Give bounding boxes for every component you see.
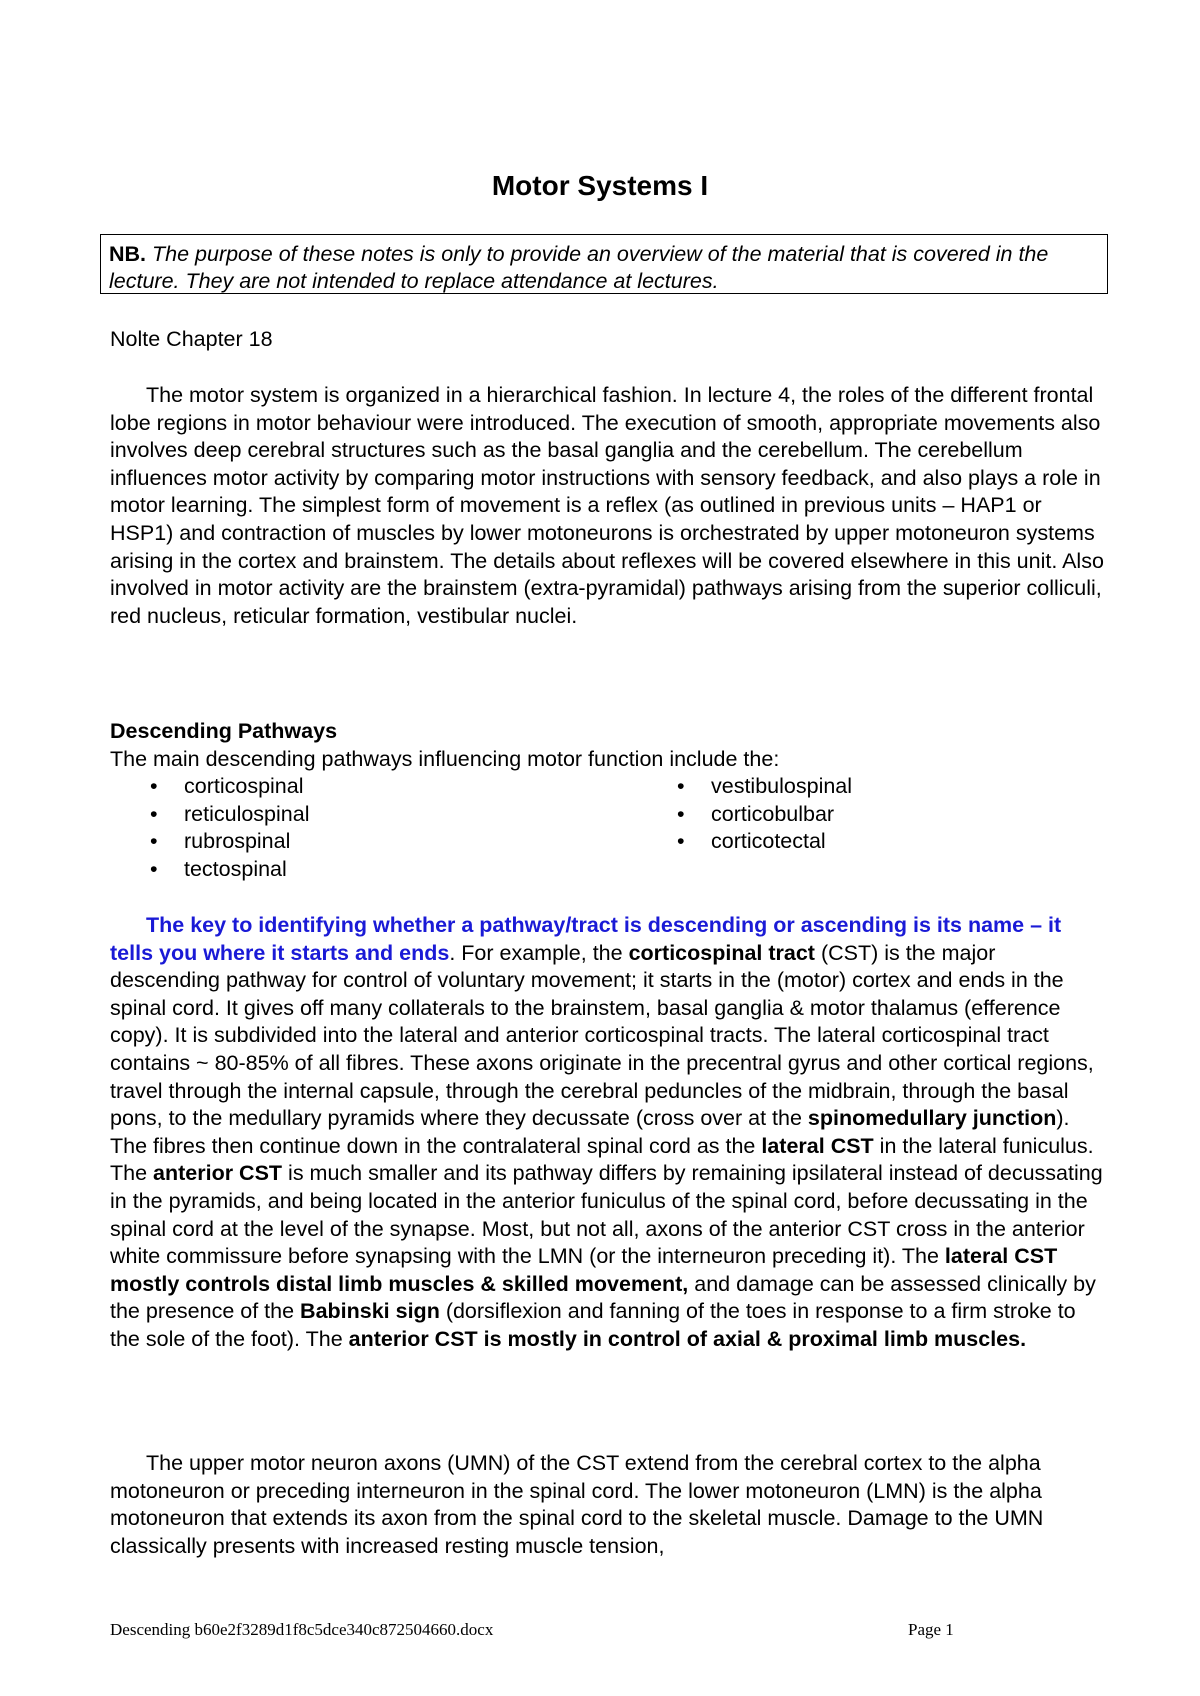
term-spinomedullary-junction: spinomedullary junction [807, 1106, 1057, 1131]
list-item: • tectospinal [150, 856, 600, 884]
section-heading-descending [110, 718, 1110, 746]
term-corticospinal-tract: corticospinal tract [628, 940, 815, 965]
list-item: • reticulospinal [150, 801, 600, 829]
term-babinski-sign: Babinski sign [300, 1299, 440, 1324]
intro-paragraph [110, 382, 1110, 630]
bullet-icon: • [150, 829, 158, 854]
pathway-list-left [150, 773, 600, 883]
bullet-icon: • [677, 774, 685, 798]
term-lateral-cst-function: lateral CST mostly controls distal limb muscles & skilled movement, [110, 1244, 1058, 1296]
chapter-reference: Nolte Chapter 18 [110, 327, 273, 351]
cst-paragraph: The key to identifying whether a pathway/tract is descending or ascending is its name – it tells you where it starts and ends. For example, the corticospinal tract (CST) is the major descending pathway for control of voluntary movement; it starts in the (motor) cortex and ends in the spinal cord. It gives off many collaterals to the brainstem, basal ganglia & motor thalamus (efference copy). It is subdivided into the lateral and anterior corticospinal tracts. The lateral corticospinal tract contains ~ 80-85% of all fibres. These axons originate in the precentral gyrus and other cortical regions, travel through the internal capsule, through the cerebral peduncles of the midbrain, through the basal pons, to the medullary pyramids where they decussate (cross over at the spinomedullary junction). The fibres then continue down in the contralateral spinal cord as the lateral CST in the lateral funiculus. The anterior CST is much smaller and its pathway differs by remaining ipsilateral instead of decussating in the pyramids, and being located in the anterior funiculus of the spinal cord, before decussating in the spinal cord at the level of the synapse. Most, but not all, axons of the anterior CST cross in the anterior white commissure before synapsing with the LMN (or the interneuron preceding it). The lateral CST mostly controls distal limb muscles & skilled movement, and damage can be assessed clinically by the presence of the Babinski sign (dorsiflexion and fanning of the toes in response to a firm stroke to the sole of the foot). The anterior CST is mostly in control of axial & proximal limb muscles. [110, 913, 1103, 1351]
nb-notice-box [100, 234, 1108, 294]
bullet-icon: • [150, 801, 158, 826]
list-item: • vestibulospinal [677, 773, 1127, 801]
nb-text: The purpose of these notes is only to provide an overview of the material that is covered in the lecture. They are not intended to replace attendance at lectures. [109, 242, 1049, 293]
bullet-icon: • [150, 856, 158, 881]
footer-filename: Descending b60e2f3289d1f8c5dce340c872504660.docx [110, 1620, 494, 1639]
bullet-icon: • [677, 801, 685, 826]
pathway-list-right [677, 773, 1127, 856]
bullet-icon: • [150, 774, 158, 798]
list-item: • rubrospinal [150, 828, 600, 856]
intro-paragraph-text: The motor system is organized in a hierarchical fashion. In lecture 4, the roles of the different frontal lobe regions in motor behaviour were introduced. The execution of smooth, appropriate movements also involves deep cerebral structures such as the basal ganglia and the cerebellum. The cerebellum influences motor activity by comparing motor instructions with sensory feedback, and also plays a role in motor learning. The simplest form of movement is a reflex (as outlined in previous units – HAP1 or HSP1) and contraction of muscles by lower motoneurons is orchestrated by upper motoneuron systems arising in the cortex and brainstem. The details about reflexes will be covered elsewhere in this unit. Also involved in motor activity are the brainstem (extra-pyramidal) pathways arising from the superior colliculi, red nucleus, reticular formation, vestibular nuclei. [110, 383, 1104, 628]
page-title: Motor Systems I [491, 170, 709, 201]
term-lateral-cst: lateral CST [761, 1133, 874, 1158]
list-item: • corticotectal [677, 828, 1127, 856]
section-heading-text: Descending Pathways [110, 719, 338, 743]
descending-intro: The main descending pathways influencing motor function include the: [110, 747, 780, 771]
list-item: • corticospinal [150, 773, 600, 801]
umn-paragraph [110, 1450, 1110, 1560]
umn-paragraph-text: The upper motor neuron axons (UMN) of the CST extend from the cerebral cortex to the alpha motoneuron or preceding interneuron in the spinal cord. The lower motoneuron (LMN) is the alpha motoneuron that extends its axon from the spinal cord to the skeletal muscle. Damage to the UMN classically presents with increased resting muscle tension, [110, 1451, 1044, 1558]
term-anterior-cst: anterior CST [153, 1161, 283, 1186]
footer-page-number: Page 1 [908, 1620, 954, 1639]
list-item: • corticobulbar [677, 801, 1127, 829]
nb-label: NB. [109, 242, 147, 266]
key-highlight-text: The key to identifying whether a pathway/tract is descending or ascending is its name – it tells you where it starts and ends [110, 913, 1062, 965]
term-anterior-cst-function: anterior CST is mostly in control of axial & proximal limb muscles. [348, 1326, 1027, 1351]
bullet-icon: • [677, 829, 685, 854]
